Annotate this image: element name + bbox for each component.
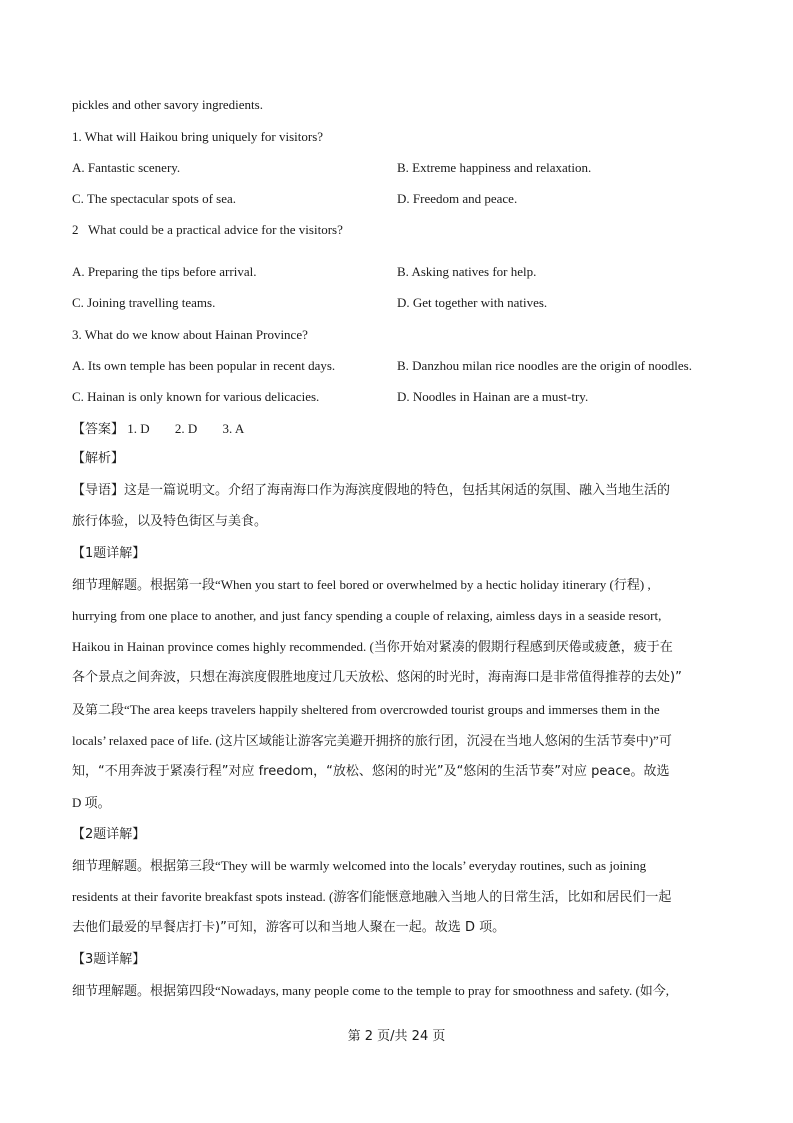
detail-3-header: 【3题详解】 xyxy=(72,952,146,967)
question-2-option-a: A. Preparing the tips before arrival. xyxy=(72,264,257,279)
analysis-label: 【解析】 xyxy=(72,451,125,466)
detail-1-line-8: D 项。 xyxy=(72,795,111,810)
detail-2-header: 【2题详解】 xyxy=(72,827,146,842)
answer-item-3: 3. A xyxy=(222,421,245,436)
detail-1-line-4: 各个景点之间奔波，只想在海滨度假胜地度过几天放松、悠闲的时光时，海南海口是非常值得推荐的去处)” xyxy=(72,670,682,685)
answer-item-1: 1. D xyxy=(127,421,150,436)
answer-line xyxy=(72,420,732,439)
detail-1-line-2: hurrying from one place to another, and just fancy spending a couple of relaxing, aimless days in a seaside resort, xyxy=(72,608,662,623)
passage-tail: pickles and other savory ingredients. xyxy=(72,97,263,112)
detail-1-header: 【1题详解】 xyxy=(72,546,146,561)
question-2-stem: 2 What could be a practical advice for the visitors? xyxy=(72,222,343,237)
detail-1-line-6: locals’ relaxed pace of life. (这片区域能让游客完美避开拥挤的旅行团，沉浸在当地人悠闲的生活节奏中)”可 xyxy=(72,733,672,748)
question-1-option-b: B. Extreme happiness and relaxation. xyxy=(397,160,592,175)
question-2-option-c: C. Joining travelling teams. xyxy=(72,295,216,310)
detail-3-line-1: 细节理解题。根据第四段“Nowadays, many people come to the temple to pray for smoothness and safety. (如今, xyxy=(72,983,670,998)
answer-item-2: 2. D xyxy=(174,421,198,436)
detail-2-line-2: residents at their favorite breakfast spots instead. (游客们能惬意地融入当地人的日常生活，比如和居民们一起 xyxy=(72,889,672,904)
detail-1-line-3: Haikou in Hainan province comes highly recommended. (当你开始对紧凑的假期行程感到厌倦或疲惫，疲于在 xyxy=(72,639,673,654)
detail-1-line-5: 及第二段“The area keeps travelers happily sheltered from overcrowded tourist groups and immerses them in the xyxy=(72,702,660,717)
question-1-stem: 1. What will Haikou bring uniquely for visitors? xyxy=(72,129,324,144)
detail-1-line-7: 知，“不用奔波于紧凑行程”对应 freedom，“放松、悠闲的时光”及“悠闲的生活节奏”对应 peace。故选 xyxy=(72,764,670,779)
detail-1-line-1: 细节理解题。根据第一段“When you start to feel bored or overwhelmed by a hectic holiday itinerary (行程) , xyxy=(72,577,651,592)
question-1-option-d: D. Freedom and peace. xyxy=(397,191,518,206)
detail-2-line-3: 去他们最爱的早餐店打卡)”可知，游客可以和当地人聚在一起。故选 D 项。 xyxy=(72,920,506,935)
detail-2-line-1: 细节理解题。根据第三段“They will be warmly welcomed into the locals’ everyday routines, such as joining xyxy=(72,858,647,873)
question-3-stem: 3. What do we know about Hainan Province? xyxy=(72,327,308,342)
question-2-option-b: B. Asking natives for help. xyxy=(397,264,537,279)
question-1-option-c: C. The spectacular spots of sea. xyxy=(72,191,237,206)
page-number-footer: 第 2 页/共 24 页 xyxy=(347,1029,446,1044)
question-3-option-a: A. Its own temple has been popular in recent days. xyxy=(72,358,336,373)
question-1-option-a: A. Fantastic scenery. xyxy=(72,160,181,175)
guide-line-2: 旅行体验，以及特色街区与美食。 xyxy=(72,514,268,529)
answer-label: 【答案】 xyxy=(72,422,125,437)
question-2-option-d: D. Get together with natives. xyxy=(397,295,548,310)
question-3-option-b: B. Danzhou milan rice noodles are the origin of noodles. xyxy=(397,358,692,373)
question-3-option-d: D. Noodles in Hainan are a must-try. xyxy=(397,389,589,404)
guide-line-1: 【导语】这是一篇说明文。介绍了海南海口作为海滨度假地的特色，包括其闲适的氛围、融入当地生活的 xyxy=(72,483,671,498)
question-3-option-c: C. Hainan is only known for various delicacies. xyxy=(72,389,320,404)
